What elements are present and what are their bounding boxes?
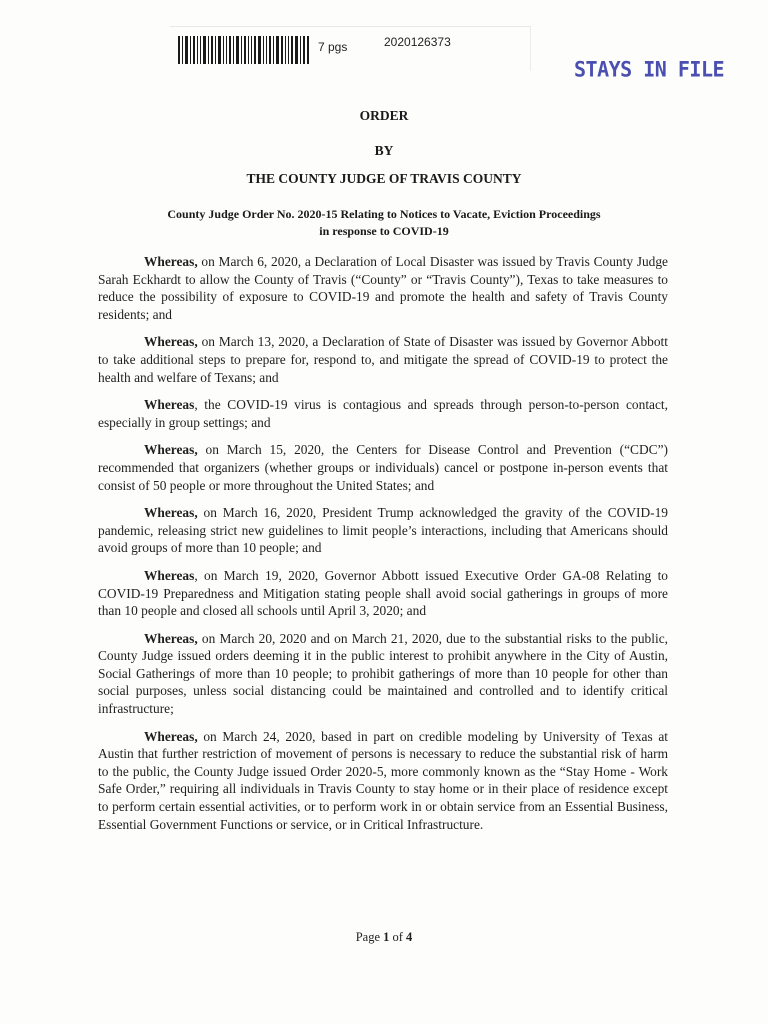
page-sep: of xyxy=(392,930,403,944)
barcode-icon xyxy=(178,36,311,64)
whereas-paragraph xyxy=(98,630,668,718)
whereas-lead: Whereas xyxy=(144,397,195,413)
order-body xyxy=(98,253,668,843)
page-current: 1 xyxy=(383,930,390,944)
order-subtitle xyxy=(0,206,768,240)
whereas-lead: Whereas, xyxy=(144,728,198,744)
page-count: 7 pgs xyxy=(318,40,348,54)
whereas-lead: Whereas, xyxy=(144,505,198,521)
title-by: BY xyxy=(374,143,394,158)
paragraph-text: on March 24, 2020, based in part on credible modeling by University of Texas at Austin that further restriction of movement of persons is necessary to reduce the substantial risk of harm to the public, the County Judge issued Order 2020-5, more commonly known as the “Stay Home - Work Safe Order,” requiring all individuals in Travis County to stay home or in their place of residence except to perform certain essential activities, or to perform work in or obtain service from an Essential Business, Essential Government Functions or service, or in Critical Infrastructure. xyxy=(98,728,668,832)
whereas-paragraph xyxy=(98,567,668,620)
subtitle-line-1: County Judge Order No. 2020-15 Relating to Notices to Vacate, Eviction Proceedings xyxy=(167,207,601,221)
paragraph-text: on March 16, 2020, President Trump acknowledged the gravity of the COVID-19 pandemic, releasing strict new guidelines to limit people’s interactions, including that Americans should avoid groups of more than 10 people; and xyxy=(98,505,668,556)
paragraph-text: on March 13, 2020, a Declaration of State of Disaster was issued by Governor Abbott to take additional steps to prepare for, respond to, and mitigate the spread of COVID-19 to protect the health and welfare of Texans; and xyxy=(98,334,668,385)
page-total: 4 xyxy=(406,930,413,944)
paragraph-text: on March 15, 2020, the Centers for Disease Control and Prevention (“CDC”) recommended that organizers (whether groups or individuals) cancel or postpone in-person events that consist of 50 people or more throughout the United States; and xyxy=(98,442,668,493)
whereas-lead: Whereas, xyxy=(144,630,198,646)
whereas-paragraph xyxy=(98,333,668,386)
paragraph-text: on March 20, 2020 and on March 21, 2020, due to the substantial risks to the public, County Judge issued orders deeming it in the public interest to prohibit anywhere in the City of Austin, Social Gatherings of more than 10 people; to prohibit gatherings of more than 10 people for other than social purposes, unless social distancing could be maintained and controlled and to identify critical infrastructure; xyxy=(98,630,668,717)
whereas-lead: Whereas, xyxy=(144,254,198,269)
whereas-lead: Whereas, xyxy=(144,442,198,458)
whereas-paragraph xyxy=(98,728,668,834)
stays-in-file-stamp: STAYS IN FILE xyxy=(574,56,725,82)
page-number xyxy=(0,930,768,945)
document-number: 2020126373 xyxy=(384,35,451,49)
whereas-lead: Whereas, xyxy=(144,334,198,350)
whereas-paragraph xyxy=(98,396,668,431)
title-order: ORDER xyxy=(359,108,409,123)
whereas-lead: Whereas xyxy=(144,567,195,583)
page-label: Page xyxy=(355,930,380,944)
paragraph-text: on March 6, 2020, a Declaration of Local Disaster was issued by Travis County Judge Sarah Eckhardt to allow the County of Travis (“County” or “Travis County”), Texas to take measures to reduce the possibility of exposure to COVID-19 and promote the health and safety of Travis County residents; and xyxy=(98,254,668,322)
title-county-judge: THE COUNTY JUDGE OF TRAVIS COUNTY xyxy=(246,171,522,186)
paragraph-text: , on March 19, 2020, Governor Abbott issued Executive Order GA-08 Relating to COVID-19 Preparedness and Mitigation stating people shall avoid social gatherings in groups of more than 10 people and closed all schools until April 3, 2020; and xyxy=(98,567,668,619)
paragraph-text: , the COVID-19 virus is contagious and spreads through person-to-person contact, especially in group settings; and xyxy=(98,397,668,430)
subtitle-line-2: in response to COVID-19 xyxy=(319,224,449,238)
whereas-paragraph xyxy=(98,253,668,323)
whereas-paragraph xyxy=(98,441,668,494)
whereas-paragraph xyxy=(98,504,668,557)
